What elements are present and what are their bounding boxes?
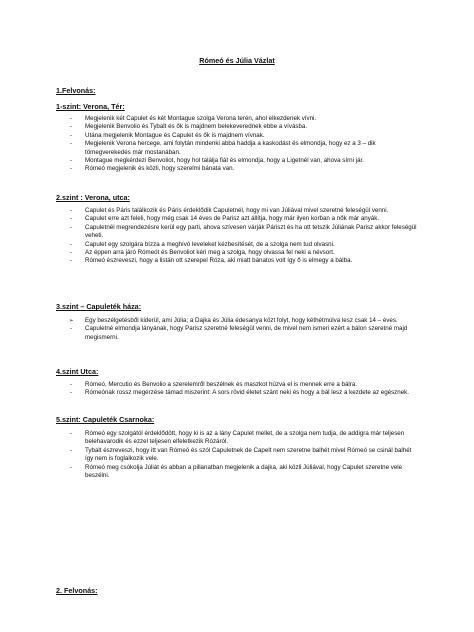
dash-bullet: - [70,140,73,148]
dash-bullet: - [70,131,73,139]
dash-bullet: - [70,157,73,165]
document-title: Rómeó és Júlia Vázlat [199,56,275,65]
list-item: - Rómeó, Mercutio és Benvolio a szerelemről beszélnek és maszkot húzva el is mennek erre a bálra. [70,381,358,388]
dash-bullet: - [70,381,73,388]
list-item: - Rómeó megjelenik és közli, hogy szerelmi bánata van. [70,165,235,173]
list-item: - Rómeó egy szolgától érdeklődött, hogy ki is az a lány Capulet mellet, de a szolga nem tudja, de addigra már teljesen belehavarodik és ezzel teljesen elfeletkezik Rózáról. [70,430,405,446]
dash-bullet: - [70,249,73,257]
list-item: ➢ Egy beszélgetésből kiderül, ami Júlia; a Dajka és Júlia édesanya közt folyt, hogy kéthétmúlva lesz csak 14 – éves. [69,317,398,324]
list-item: - Az éppen arra járó Rómeót és Benvoliot kéri meg a szolga, hogy olvassa fel neki a névsort. [70,249,335,257]
scene-1-list [56,115,418,174]
list-item: - Megjelenik Benvolio és Tybalt és ők is majdnem belekeverednek ebbe a vívásba. [70,123,308,131]
list-item: - Capuletnél megrendezésre kerül egy parti, ahova szívesen várják Páriszt és ha ott tetszik Júliának Parisz akkor feleségül veheti. [70,223,417,240]
dash-bullet: - [70,165,73,173]
scene-2-list [56,207,418,266]
list-item: - Tybalt észreveszi, hogy itt van Rómeó és szól Capuletnek de Capelt nem szeretne balhét mivel Rómeó se csinál balhét így nem is foglalkozik vele. [70,446,412,463]
list-item: - Utána megjelenik Montague és Capulet és ők is majdnem vívnak. [70,131,265,139]
list-item: - Montague megkérdezi Benvoliot, hogy hol találja fiát és elmondja, hogy a Ligetnél van, ahova sírni jár. [70,157,364,165]
scene-3-list [56,317,418,342]
list-item: - Megjelenik Verona hercege, ami folytán mindenki abba haddja a kaskodást és elmondja, hogy ez a 3 – dik tömegverekedés már mostanában. [70,140,376,156]
list-item: - Capuletné elmondja lányának, hogy Parisz szeretné feleségül venni, de mivel nem ismeri ezért a bálon szeretné majd megismerni. [70,325,408,341]
list-item: - Capulet és Páris találkozik és Páris érdeklődik Capuletnél, hogy mi van Júliával mivel szeretné feleségül venni. [70,207,389,214]
dash-bullet: - [70,207,73,214]
list-item: - Rómeó észreveszi, hogy a listán ott szerepel Róza, aki miatt bánatos volt így ő is elmegy a bálba. [70,257,353,265]
dash-bullet: - [70,446,73,454]
scene-2-heading: 2.szint : Verona, utca: [56,193,130,202]
dash-bullet: - [70,215,73,223]
list-item: - Rómeó meg csókolja Júliát és abban a pillanatban megjelenik a dajka, aki közli Júliával, hogy Capulet szeretne vele beszélni. [70,463,403,480]
list-item: - Capulet egy szolgára bízza a meghívó leveleket kézbesítését, de a szolga nem tud olvasni. [70,240,335,248]
dash-bullet: - [70,430,73,437]
arrow-bullet-icon: ➢ [69,318,74,324]
dash-bullet: - [70,463,73,471]
act-1-heading: 1.Felvonás: [56,86,96,95]
scene-4-list [56,381,418,398]
scene-5-heading: 5.szint: Capuleték Csarnoka: [56,415,155,424]
scene-3-heading: 3.szint – Capuleték háza: [56,302,142,311]
list-item: - Rómeónak rossz megérzése támad miszerint: A sors rövid életet szánt neki és hogy a bál lesz a kezdete az egésznek. [70,389,409,397]
scene-5-list [56,430,418,480]
dash-bullet: - [70,223,73,231]
list-item: - Megjelenik két Capulet és két Montague szolga Verona terén, ahol elkezdenek vívni. [70,115,317,122]
dash-bullet: - [70,123,73,131]
act-2-heading: 2. Felvonás: [56,586,98,595]
scene-1-heading: 1-szint: Verona, Tér: [56,102,125,111]
dash-bullet: - [70,257,73,265]
dash-bullet: - [70,115,73,122]
scene-4-heading: 4.szint Utca: [56,367,99,376]
dash-bullet: - [70,240,73,248]
dash-bullet: - [70,389,73,397]
dash-bullet: - [70,325,73,333]
list-item: - Capulet erre azt feleli, hogy még csak 14 éves de Parisz azt állítja, hogy már ilyen korban a nők már anyák. [70,215,380,223]
